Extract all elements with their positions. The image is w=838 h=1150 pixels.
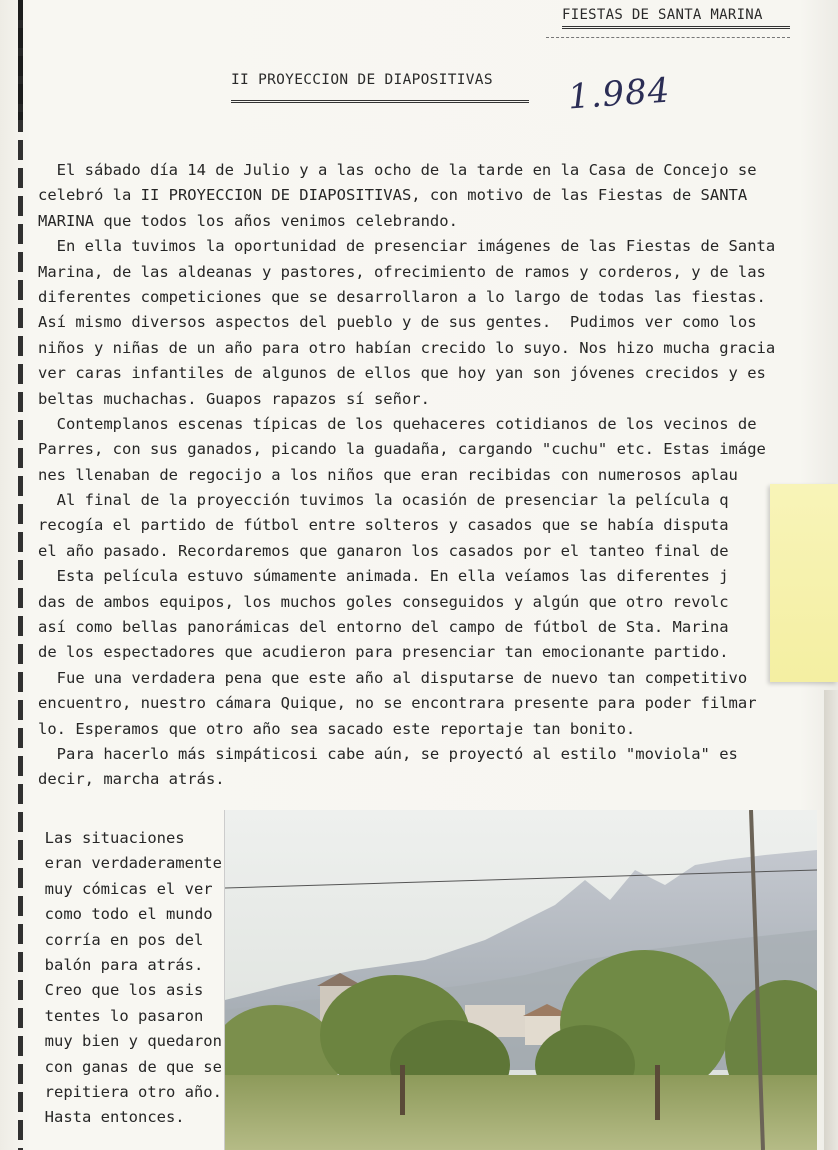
body-line: diferentes competiciones que se desarrollaron a lo largo de todas las fiestas. <box>38 287 766 306</box>
section-header-underline <box>562 26 790 29</box>
side-line: Creo que los asis <box>26 981 204 1000</box>
binder-margin-dashes <box>18 0 23 1150</box>
body-line: Marina, de las aldeanas y pastores, ofrecimiento de ramos y corderos, y de las <box>38 262 766 281</box>
body-line: El sábado día 14 de Julio y a las ocho de la tarde en la Casa de Concejo se <box>38 161 757 179</box>
page-title: II PROYECCION DE DIAPOSITIVAS <box>231 72 493 88</box>
body-line: niños y niñas de un año para otro habían crecido lo suyo. Nos hizo mucha gracia <box>38 338 776 357</box>
side-line: Hasta entonces. <box>26 1108 185 1127</box>
body-line: Parres, con sus ganados, picando la guadaña, cargando "cuchu" etc. Estas imáge <box>38 440 766 459</box>
page-title-underline <box>231 100 529 103</box>
sticky-note <box>770 484 838 682</box>
body-line: das de ambos equipos, los muchos goles conseguidos y algún que otro revolc <box>38 592 729 611</box>
body-line: En ella tuvimos la oportunidad de presenciar imágenes de las Fiestas de Santa <box>38 237 776 256</box>
body-line: Al final de la proyección tuvimos la ocasión de presenciar la película q <box>38 491 729 510</box>
body-line: decir, marcha atrás. <box>38 770 225 789</box>
body-line: Esta película estuvo súmamente animada. En ella veíamos las diferentes j <box>38 567 729 586</box>
body-line: nes llenaban de regocijo a los niños que eran recibidas con numerosos aplau <box>38 465 738 484</box>
body-text <box>38 158 818 793</box>
faint-show-through-rule <box>546 37 790 38</box>
side-line: muy cómicas el ver <box>26 879 213 898</box>
body-line: celebró la II PROYECCION DE DIAPOSITIVAS, con motivo de las Fiestas de SANTA <box>38 186 748 205</box>
body-line: Así mismo diversos aspectos del pueblo y de sus gentes. Pudimos ver como los <box>38 313 757 332</box>
body-line: Para hacerlo más simpáticosi cabe aún, se proyectó al estilo "moviola" es <box>38 744 738 763</box>
side-line: eran verdaderamente <box>26 854 222 873</box>
side-line: repitiera otro año. <box>26 1082 222 1101</box>
handwritten-year: 1.984 <box>566 70 672 118</box>
body-line: Fue una verdadera pena que este año al disputarse de nuevo tan competitivo <box>38 668 748 687</box>
body-line: el año pasado. Recordaremos que ganaron los casados por el tanteo final de <box>38 541 729 560</box>
landscape-photo-svg <box>225 810 817 1150</box>
side-line: Las situaciones <box>26 829 185 847</box>
body-line: lo. Esperamos que otro año sea sacado este reportaje tan bonito. <box>38 719 636 738</box>
side-line: como todo el mundo <box>26 905 213 924</box>
body-line: MARINA que todos los años venimos celebrando. <box>38 211 458 230</box>
section-header: FIESTAS DE SANTA MARINA <box>562 7 763 23</box>
body-line: de los espectadores que acudieron para presenciar tan emocionante partido. <box>38 643 729 662</box>
side-line: tentes lo pasaron <box>26 1006 204 1025</box>
side-line: muy bien y quedaron <box>26 1032 222 1051</box>
side-line: balón para atrás. <box>26 955 204 974</box>
page-edge-shadow <box>824 690 838 1150</box>
side-column-text <box>26 826 221 1131</box>
side-line: con ganas de que se <box>26 1057 222 1076</box>
body-line: encuentro, nuestro cámara Quique, no se encontrara presente para poder filmar <box>38 694 757 713</box>
body-line: beltas muchachas. Guapos rapazos sí señor. <box>38 389 430 408</box>
body-line: Contemplanos escenas típicas de los quehaceres cotidianos de los vecinos de <box>38 414 757 433</box>
landscape-photo-icon <box>224 810 817 1150</box>
body-line: recogía el partido de fútbol entre solteros y casados que se había disputa <box>38 516 729 535</box>
body-line: ver caras infantiles de algunos de ellos que hoy yan son jóvenes crecidos y es <box>38 364 766 383</box>
side-line: corría en pos del <box>26 930 204 949</box>
body-line: así como bellas panorámicas del entorno del campo de fútbol de Sta. Marina <box>38 618 729 637</box>
